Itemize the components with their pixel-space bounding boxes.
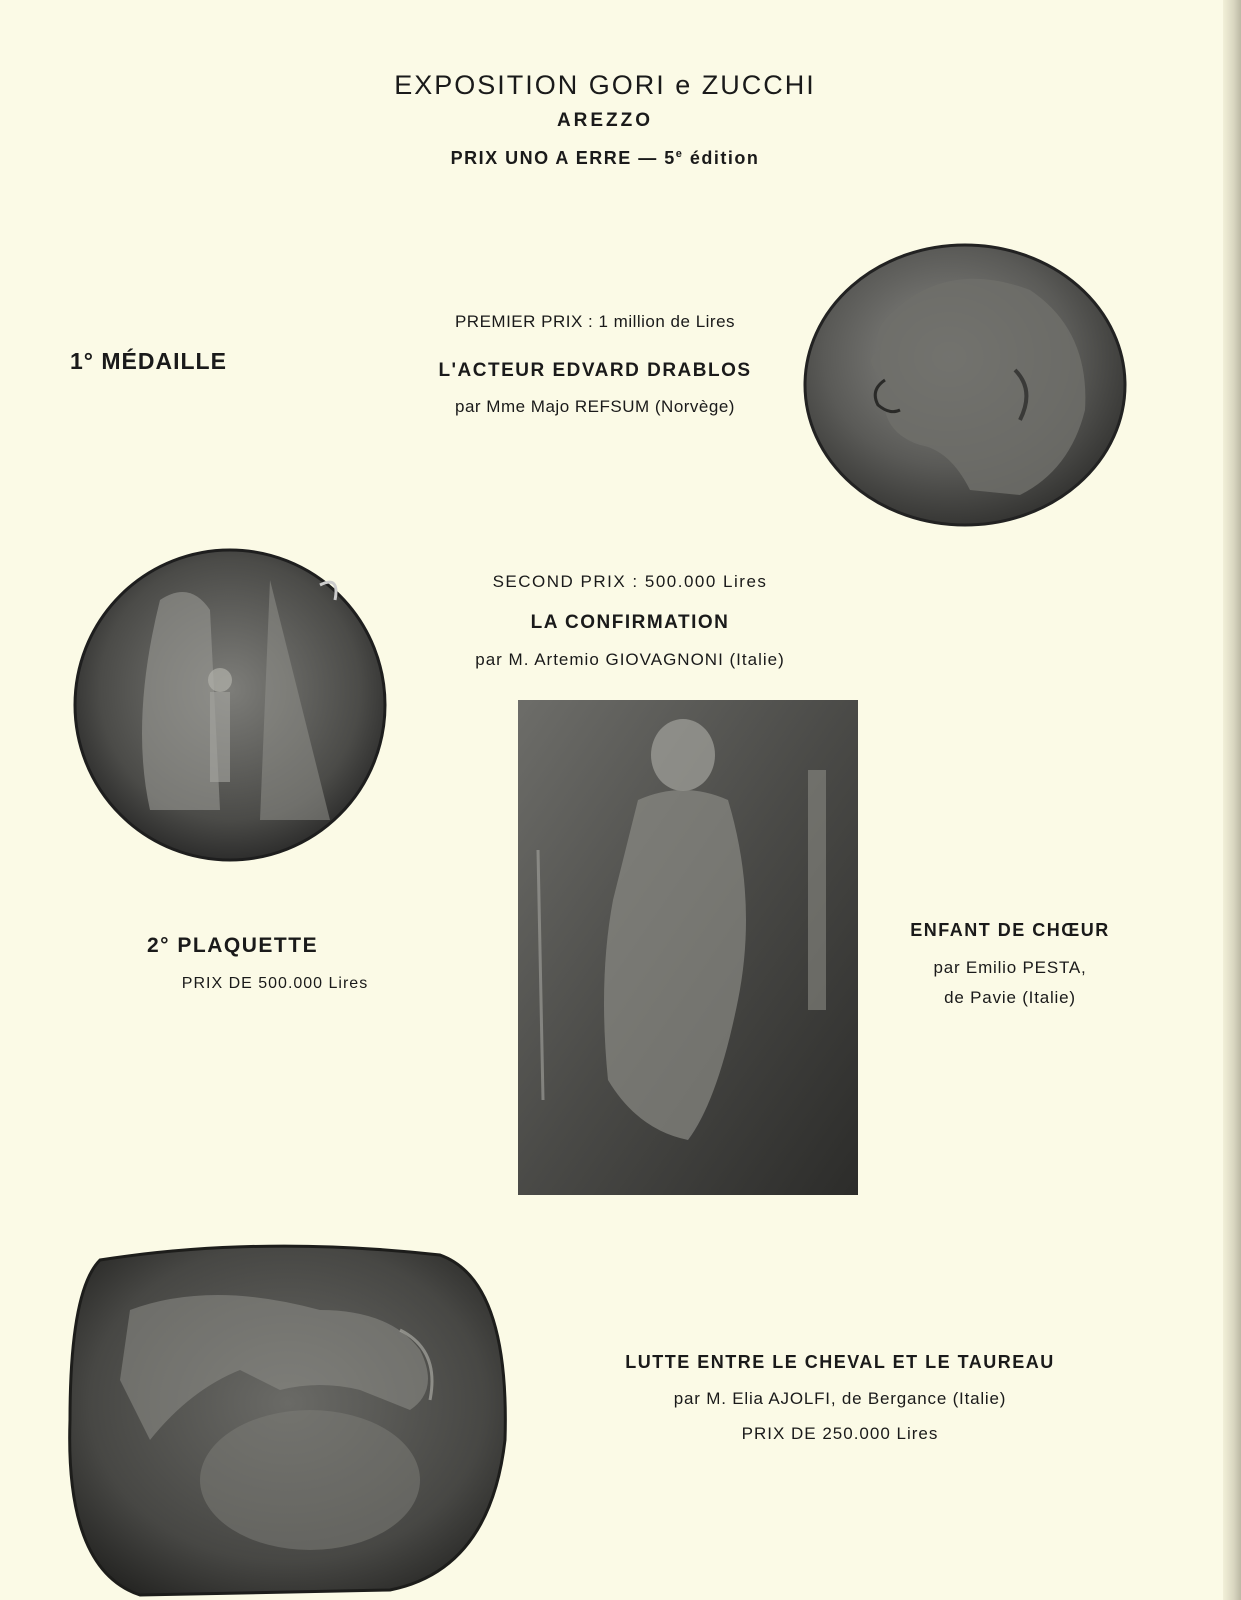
page-edition (300, 148, 910, 169)
edition-sup: e (675, 148, 684, 160)
edition-rest: édition (683, 148, 760, 168)
page-subtitle-city: AREZZO (556, 110, 654, 131)
choeur-author-line2: de Pavie (Italie) (944, 988, 1076, 1007)
relief-horse-bull-image (60, 1240, 510, 1600)
second-work-title: LA CONFIRMATION (530, 612, 730, 633)
choeur-work-title: ENFANT DE CHŒUR (910, 920, 1110, 940)
plaque-choirboy-image (518, 700, 858, 1195)
lutte-prize: PRIX DE 250.000 Lires (741, 1424, 939, 1443)
plaquette-prize: PRIX DE 500.000 Lires (181, 975, 369, 992)
choeur-author-line1: par Emilio PESTA, (933, 958, 1087, 977)
second-prize-text: SECOND PRIX : 500.000 Lires (492, 572, 768, 591)
medal-confirmation-image (70, 540, 390, 870)
first-medal-label: 1° MÉDAILLE (70, 348, 227, 374)
page-edge (1223, 0, 1241, 1600)
second-work-author: par M. Artemio GIOVAGNONI (Italie) (475, 650, 785, 669)
lutte-work-author: par M. Elia AJOLFI, de Bergance (Italie) (673, 1389, 1007, 1408)
first-prize-text: PREMIER PRIX : 1 million de Lires (454, 312, 736, 331)
first-work-title: L'ACTEUR EDVARD DRABLOS (438, 360, 752, 381)
medal-portrait-image (800, 240, 1130, 530)
lutte-work-title: LUTTE ENTRE LE CHEVAL ET LE TAUREAU (625, 1352, 1055, 1372)
plaquette-label: 2° PLAQUETTE (147, 934, 319, 957)
first-work-author: par Mme Majo REFSUM (Norvège) (455, 397, 735, 416)
page-title: EXPOSITION GORI e ZUCCHI (394, 70, 816, 100)
edition-main: PRIX UNO A ERRE — 5 (450, 148, 676, 168)
